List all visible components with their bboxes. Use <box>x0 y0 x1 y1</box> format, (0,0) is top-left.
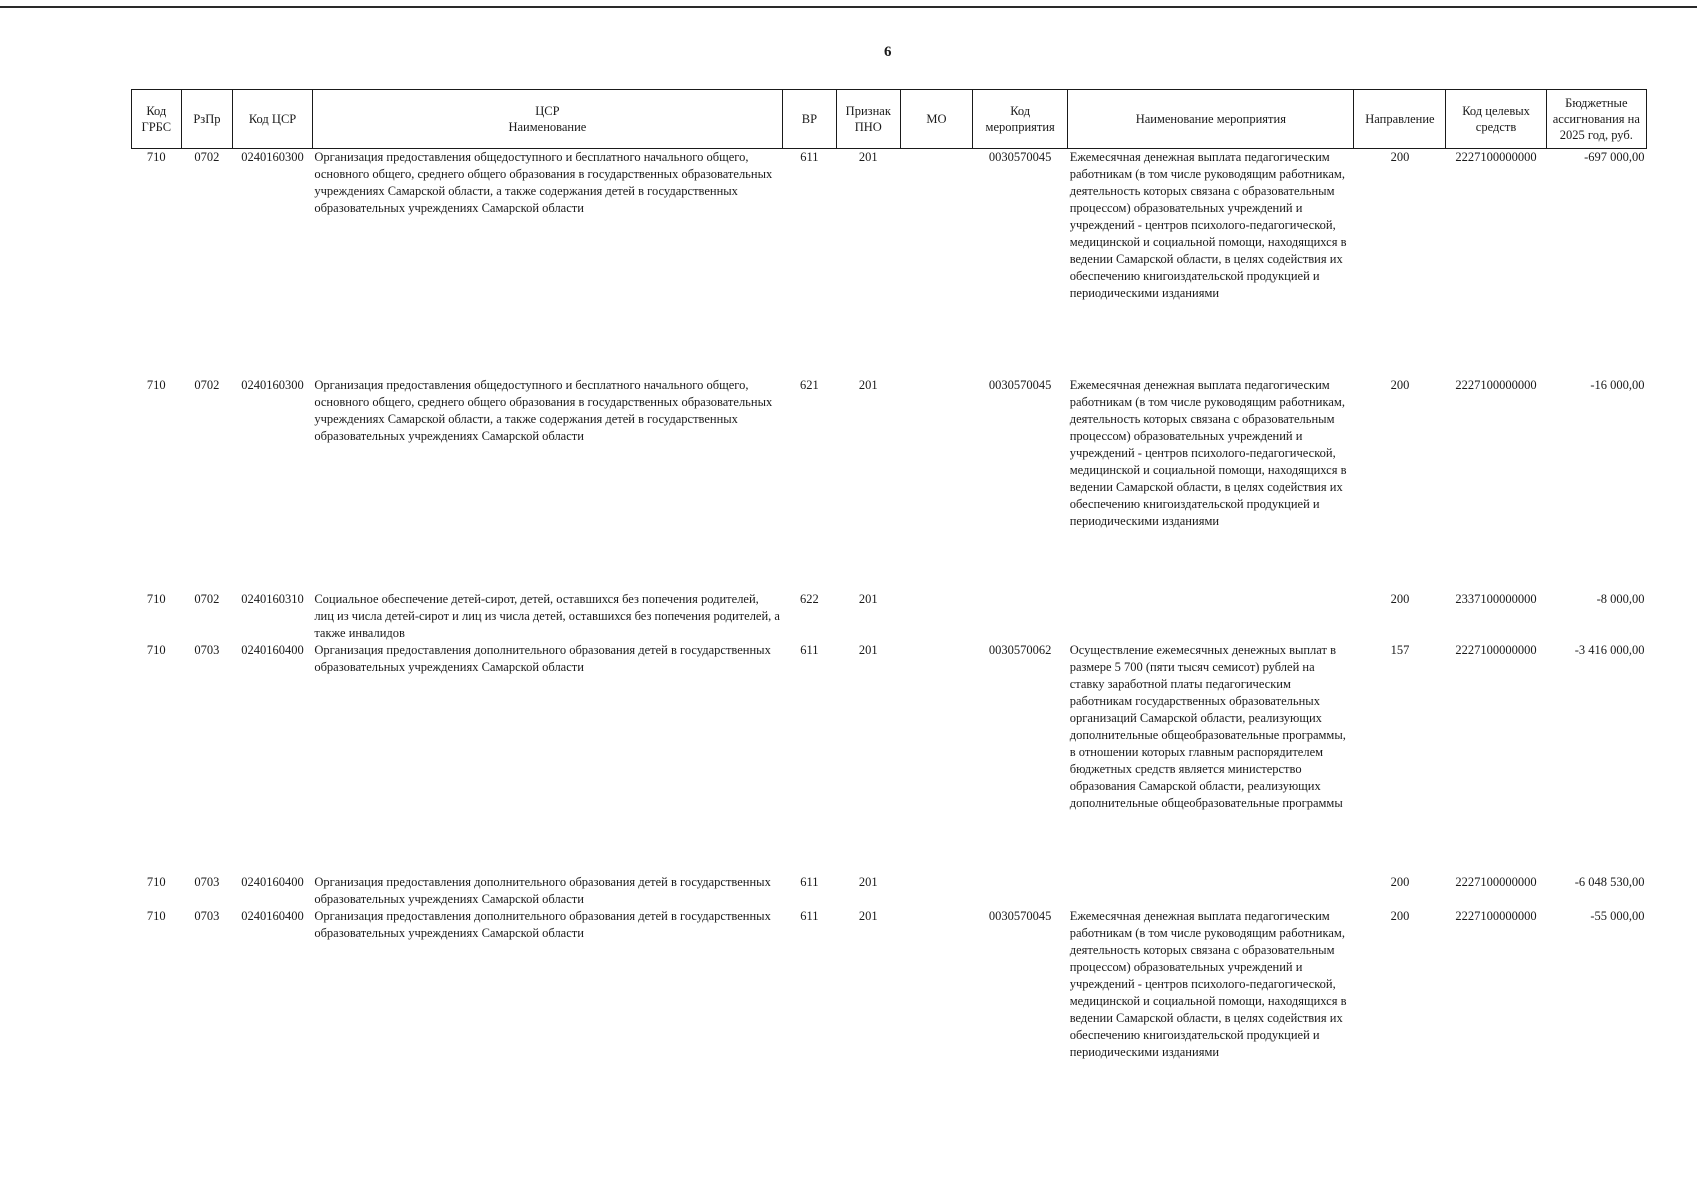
cell-vr: 611 <box>800 642 819 657</box>
cell-grbs: 710 <box>146 642 166 657</box>
cell-kod-celevyh-sredstv: 2337100000000 <box>1455 591 1537 606</box>
cell-grbs: 710 <box>146 908 166 923</box>
cell-amount: -55 000,00 <box>1590 908 1645 923</box>
cell-napravlenie: 200 <box>1390 591 1410 606</box>
cell-kod-csr: 0240160400 <box>241 908 304 923</box>
table-row <box>132 591 1647 642</box>
cell-csr-name: Организация предоставления дополнительного образования детей в государственных образовательных учреждениях Самарской области <box>314 642 771 674</box>
cell-grbs: 710 <box>146 874 166 889</box>
cell-naimenovanie-meropriyatiya <box>1068 874 1354 908</box>
cell-rzpr: 0703 <box>194 874 220 889</box>
cell-kod-celevyh-sredstv: 2227100000000 <box>1455 377 1537 392</box>
cell-pno: 201 <box>858 874 878 889</box>
cell-kod-csr: 0240160300 <box>241 377 304 392</box>
cell-vr: 622 <box>800 591 819 606</box>
cell-vr: 621 <box>800 377 819 392</box>
cell-amount: -6 048 530,00 <box>1574 874 1645 889</box>
cell-napravlenie: 200 <box>1390 874 1410 889</box>
cell-napravlenie: 200 <box>1390 908 1410 923</box>
cell-vr: 611 <box>800 908 819 923</box>
cell-rzpr: 0702 <box>194 591 220 606</box>
cell-naimenovanie-meropriyatiya: Ежемесячная денежная выплата педагогическим работникам (в том числе руководящим работникам, деятельность которых связана с образовательным процессом) образовательных учреждений и учреждений - центров психолого-педагогической, медицинской и социальной помощи, находящихся в ведении Самарской области, в целях содействия их обеспечению книгоиздательской продукцией и периодическими изданиями <box>1069 908 1347 1059</box>
page-number: 6 <box>884 44 892 60</box>
budget-table <box>131 89 1647 1098</box>
cell-rzpr: 0703 <box>194 642 220 657</box>
header-napravlenie: Направление <box>1354 90 1446 149</box>
cell-kod-celevyh-sredstv: 2227100000000 <box>1455 874 1537 889</box>
cell-mo <box>900 874 972 908</box>
cell-csr-name: Организация предоставления общедоступного и бесплатного начального общего, основного общего, среднего общего образования в государственных образовательных учреждениях Самарской области, а также содержания детей в государственных образовательных учреждениях Самарской области <box>314 377 773 443</box>
cell-mo <box>900 642 972 874</box>
header-kod-meropriyatiya: Код мероприятия <box>973 90 1068 149</box>
cell-mo <box>900 377 972 591</box>
cell-amount: -8 000,00 <box>1596 591 1645 606</box>
cell-grbs: 710 <box>146 377 166 392</box>
cell-csr-name: Организация предоставления общедоступного и бесплатного начального общего, основного общего, среднего общего образования в государственных образовательных учреждениях Самарской области, а также содержания детей в государственных образовательных учреждениях Самарской области <box>314 150 773 215</box>
header-kod-celevyh-sredstv: Код целевых средств <box>1446 90 1546 149</box>
cell-vr: 611 <box>800 874 819 889</box>
cell-pno: 201 <box>858 642 878 657</box>
cell-napravlenie: 200 <box>1390 377 1410 392</box>
header-rzpr: РзПр <box>181 90 233 149</box>
cell-kod-csr: 0240160400 <box>241 642 304 657</box>
header-naimenovanie-meropriyatiya: Наименование мероприятия <box>1068 90 1354 149</box>
cell-napravlenie: 157 <box>1390 642 1410 657</box>
table-row <box>132 874 1647 908</box>
cell-kod-celevyh-sredstv: 2227100000000 <box>1455 642 1537 657</box>
cell-pno: 201 <box>858 591 878 606</box>
cell-grbs: 710 <box>146 591 166 606</box>
cell-kod-csr: 0240160400 <box>241 874 304 889</box>
cell-csr-name: Организация предоставления дополнительного образования детей в государственных образовательных учреждениях Самарской области <box>314 874 771 906</box>
cell-napravlenie: 200 <box>1390 150 1410 164</box>
cell-pno: 201 <box>858 908 878 923</box>
header-csr-name: ЦСР Наименование <box>312 90 782 149</box>
header-vr: ВР <box>783 90 837 149</box>
table-row <box>132 908 1647 1098</box>
table-row <box>132 149 1647 377</box>
cell-rzpr: 0703 <box>194 908 220 923</box>
header-grbs: Код ГРБС <box>132 90 182 149</box>
cell-mo <box>900 591 972 642</box>
cell-amount: -16 000,00 <box>1590 377 1645 392</box>
cell-naimenovanie-meropriyatiya: Ежемесячная денежная выплата педагогическим работникам (в том числе руководящим работникам, деятельность которых связана с образовательным процессом) образовательных учреждений и учреждений - центров психолого-педагогической, медицинской и социальной помощи, находящихся в ведении Самарской области, в целях содействия их обеспечению книгоиздательской продукцией и периодическими изданиями <box>1069 377 1347 528</box>
header-budget-2025: Бюджетные ассигнования на 2025 год, руб. <box>1546 90 1646 149</box>
cell-naimenovanie-meropriyatiya <box>1068 591 1354 642</box>
cell-rzpr: 0702 <box>194 377 220 392</box>
cell-kod-meropriyatiya: 0030570045 <box>988 150 1052 164</box>
cell-pno: 201 <box>858 377 878 392</box>
cell-amount: -697 000,00 <box>1584 150 1645 164</box>
cell-vr: 611 <box>800 150 819 164</box>
cell-amount: -3 416 000,00 <box>1574 642 1645 657</box>
cell-mo <box>900 149 972 377</box>
cell-kod-meropriyatiya: 0030570062 <box>988 642 1052 657</box>
cell-pno: 201 <box>858 150 878 164</box>
cell-kod-celevyh-sredstv: 2227100000000 <box>1455 908 1537 923</box>
header-kod-csr: Код ЦСР <box>233 90 313 149</box>
cell-csr-name: Организация предоставления дополнительного образования детей в государственных образовательных учреждениях Самарской области <box>314 908 771 940</box>
cell-csr-name: Социальное обеспечение детей-сирот, детей, оставшихся без попечения родителей, лиц из числа детей-сирот и лиц из числа детей, оставшихся без попечения родителей, а также инвалидов <box>314 591 780 640</box>
header-pno: Признак ПНО <box>836 90 900 149</box>
cell-naimenovanie-meropriyatiya: Ежемесячная денежная выплата педагогическим работникам (в том числе руководящим работникам, деятельность которых связана с образовательным процессом) образовательных учреждений и учреждений - центров психолого-педагогической, медицинской и социальной помощи, находящихся в ведении Самарской области, в целях содействия их обеспечению книгоиздательской продукцией и периодическими изданиями <box>1069 150 1347 300</box>
table-header-row <box>132 90 1647 149</box>
table-row <box>132 642 1647 874</box>
cell-naimenovanie-meropriyatiya: Осуществление ежемесячных денежных выплат в размере 5 700 (пяти тысяч семисот) рублей на ставку заработной платы педагогическим работникам государственных образовательных организаций Самарской области, реализующих дополнительные общеобразовательные программы, в отношении которых главным распорядителем бюджетных средств является министерство образования Самарской области, реализующих дополнительные общеобразовательные программы <box>1069 642 1346 810</box>
top-border-rule <box>0 6 1697 8</box>
cell-kod-csr: 0240160300 <box>241 150 304 164</box>
cell-kod-csr: 0240160310 <box>241 591 304 606</box>
cell-kod-meropriyatiya <box>973 591 1068 642</box>
cell-kod-meropriyatiya: 0030570045 <box>988 377 1052 392</box>
cell-kod-meropriyatiya <box>973 874 1068 908</box>
cell-kod-celevyh-sredstv: 2227100000000 <box>1455 150 1537 164</box>
cell-kod-meropriyatiya: 0030570045 <box>988 908 1052 923</box>
cell-rzpr: 0702 <box>194 150 220 164</box>
header-mo: МО <box>900 90 972 149</box>
cell-grbs: 710 <box>146 150 166 164</box>
table-row <box>132 377 1647 591</box>
cell-mo <box>900 908 972 1098</box>
